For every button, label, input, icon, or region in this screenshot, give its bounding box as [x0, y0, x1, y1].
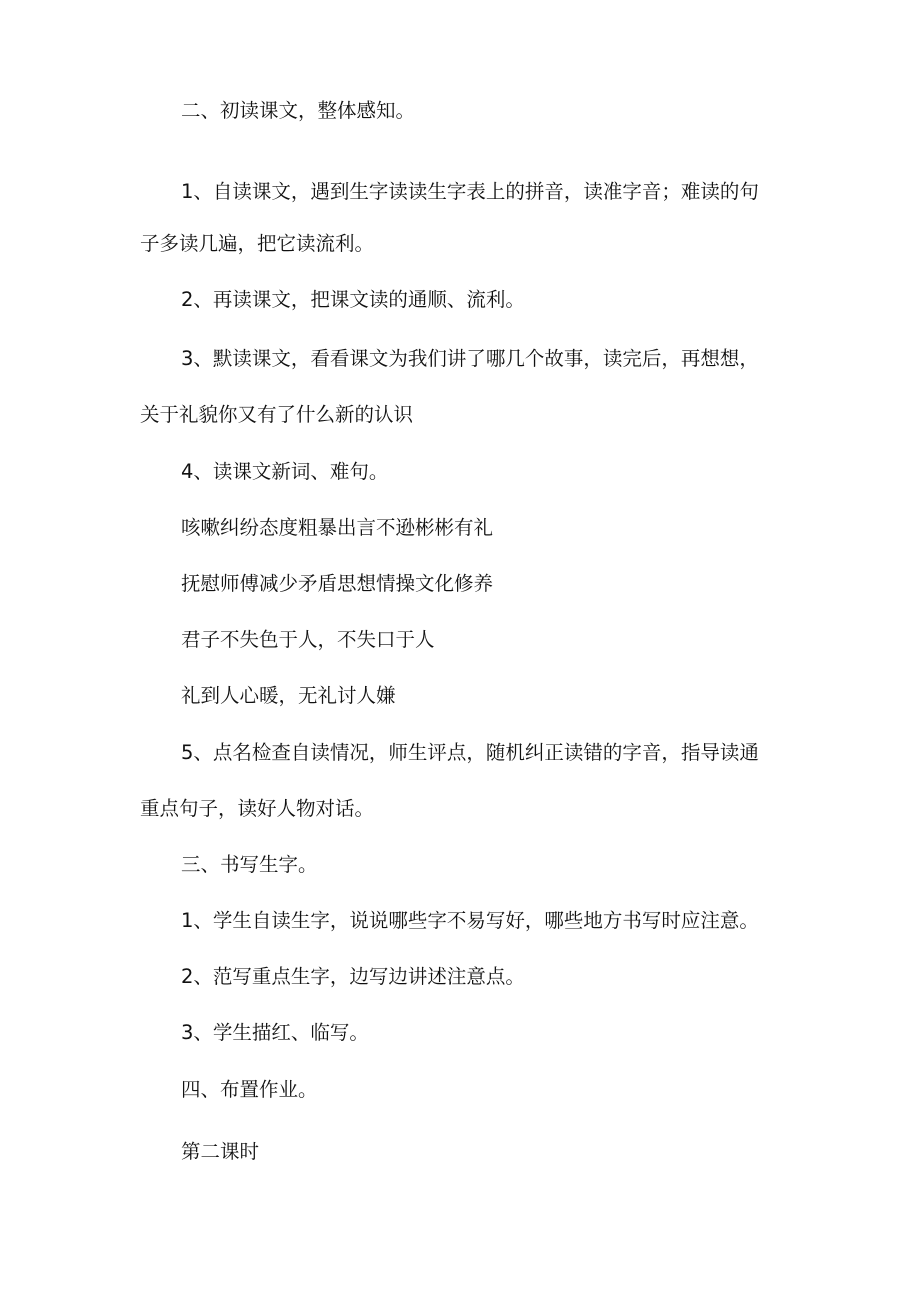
- vocab-line: 抚慰师傅减少矛盾思想情操文化修养: [181, 572, 494, 595]
- lesson-heading: 第二课时: [181, 1140, 260, 1163]
- paragraph-line: 1、学生自读生字，说说哪些字不易写好，哪些地方书写时应注意。: [181, 909, 759, 932]
- proverb-line: 君子不失色于人，不失口于人: [181, 628, 435, 651]
- section-heading-3: 三、书写生字。: [181, 853, 318, 876]
- paragraph-line: 2、再读课文，把课文读的通顺、流利。: [181, 288, 525, 311]
- paragraph-line: 关于礼貌你又有了什么新的认识: [140, 403, 414, 426]
- paragraph-line: 重点句子，读好人物对话。: [140, 797, 375, 820]
- proverb-line: 礼到人心暖，无礼讨人嫌: [181, 684, 396, 707]
- paragraph-line: 4、读课文新词、难句。: [181, 460, 389, 483]
- vocab-line: 咳嗽纠纷态度粗暴出言不逊彬彬有礼: [181, 516, 494, 539]
- paragraph-line: 3、默读课文，看看课文为我们讲了哪几个故事，读完后，再想想，: [181, 347, 759, 370]
- paragraph-line: 子多读几遍，把它读流利。: [140, 232, 375, 255]
- paragraph-line: 2、范写重点生字，边写边讲述注意点。: [181, 965, 525, 988]
- paragraph-line: 3、学生描红、临写。: [181, 1021, 369, 1044]
- section-heading-2: 二、初读课文，整体感知。: [181, 99, 416, 122]
- paragraph-line: 5、点名检查自读情况，师生评点，随机纠正读错的字音，指导读通: [181, 741, 759, 764]
- section-heading-4: 四、布置作业。: [181, 1078, 318, 1101]
- paragraph-line: 1、自读课文，遇到生字读读生字表上的拼音，读准字音；难读的句: [181, 180, 759, 203]
